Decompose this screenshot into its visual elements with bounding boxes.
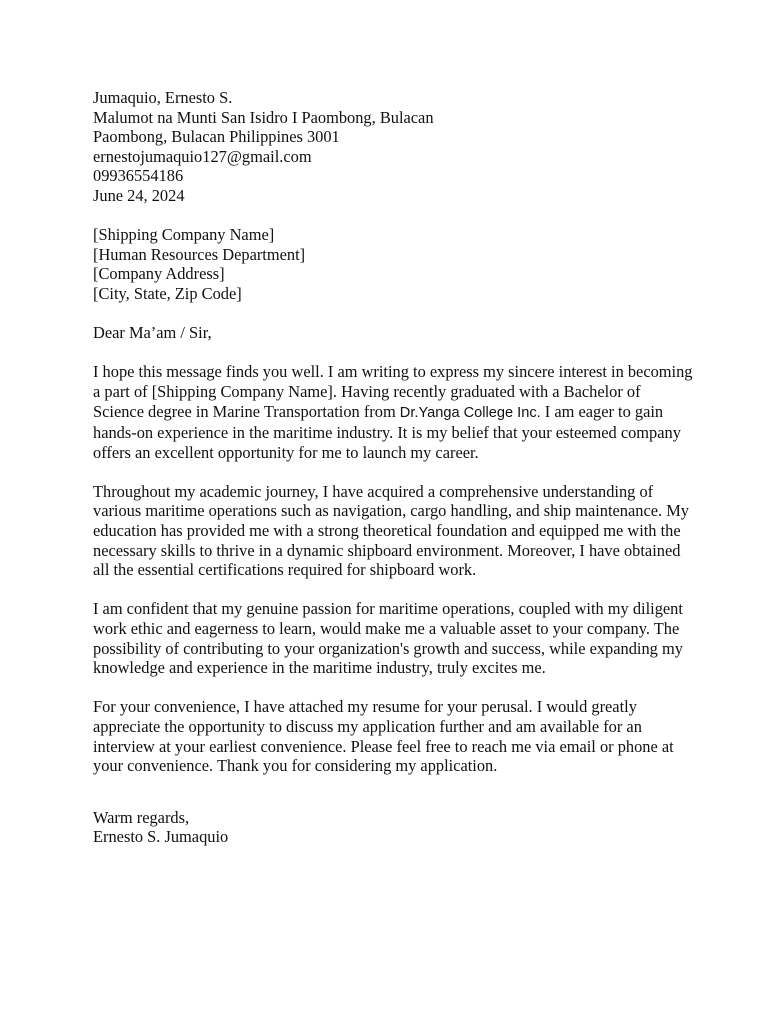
sender-address-line2: Paombong, Bulacan Philippines 3001 [93, 127, 340, 147]
paragraph-1-part-1: I hope this message finds you well. I am writing to express my sincere interest in becoming a part of [Shipping Company Name]. Having recently graduated with a Bachelor of Science degree in Marine Transportation from [93, 362, 693, 421]
recipient-block [93, 225, 693, 303]
recipient-city: [City, State, Zip Code] [93, 283, 242, 303]
body-paragraph-4: For your convenience, I have attached my resume for your perusal. I would greatly appreciate the opportunity to discuss my application further and am available for an interview at your earliest convenience. Please feel free to reach me via email or phone at your convenience. Thank you for considering my application. [93, 697, 674, 776]
body-paragraph-2: Throughout my academic journey, I have acquired a comprehensive understanding of various maritime operations such as navigation, cargo handling, and ship maintenance. My education has provided me with a strong theoretical foundation and equipped me with the necessary skills to thrive in a dynamic shipboard environment. Moreover, I have obtained all the essential certifications required for shipboard work. [93, 481, 689, 580]
recipient-address: [Company Address] [93, 264, 225, 284]
sender-phone: 09936554186 [93, 166, 184, 186]
spacer [93, 206, 693, 226]
spacer [93, 343, 693, 363]
body-paragraph-3: I am confident that my genuine passion for maritime operations, coupled with my diligent work ethic and eagerness to learn, would make me a valuable asset to your company. The possibility of contributing to your organization's growth and success, while expanding my knowledge and experience in the maritime industry, truly excites me. [93, 599, 683, 678]
letter-page [93, 88, 693, 847]
body-paragraph-1 [93, 362, 693, 462]
sender-block [93, 88, 693, 206]
signature-name: Ernesto S. Jumaquio [93, 827, 229, 847]
spacer [93, 776, 693, 808]
letter-date: June 24, 2024 [93, 185, 185, 205]
sender-name: Jumaquio, Ernesto S. [93, 88, 233, 107]
spacer [93, 304, 693, 324]
sender-email: ernestojumaquio127@gmail.com [93, 146, 312, 166]
closing: Warm regards, [93, 807, 190, 827]
school-name: Dr.Yanga College Inc. [399, 404, 541, 421]
paragraph-1-part-2: I am eager to gain hands-on experience in the maritime industry. It is my belief that your esteemed company offers an excellent opportunity for me to launch my career. [93, 401, 681, 462]
salutation: Dear Ma’am / Sir, [93, 323, 212, 343]
spacer [93, 678, 693, 698]
spacer [93, 462, 693, 482]
closing-block [93, 808, 693, 847]
sender-address-line1: Malumot na Munti San Isidro I Paombong, Bulacan [93, 107, 434, 127]
recipient-company: [Shipping Company Name] [93, 225, 275, 245]
recipient-department: [Human Resources Department] [93, 244, 306, 264]
spacer [93, 580, 693, 600]
